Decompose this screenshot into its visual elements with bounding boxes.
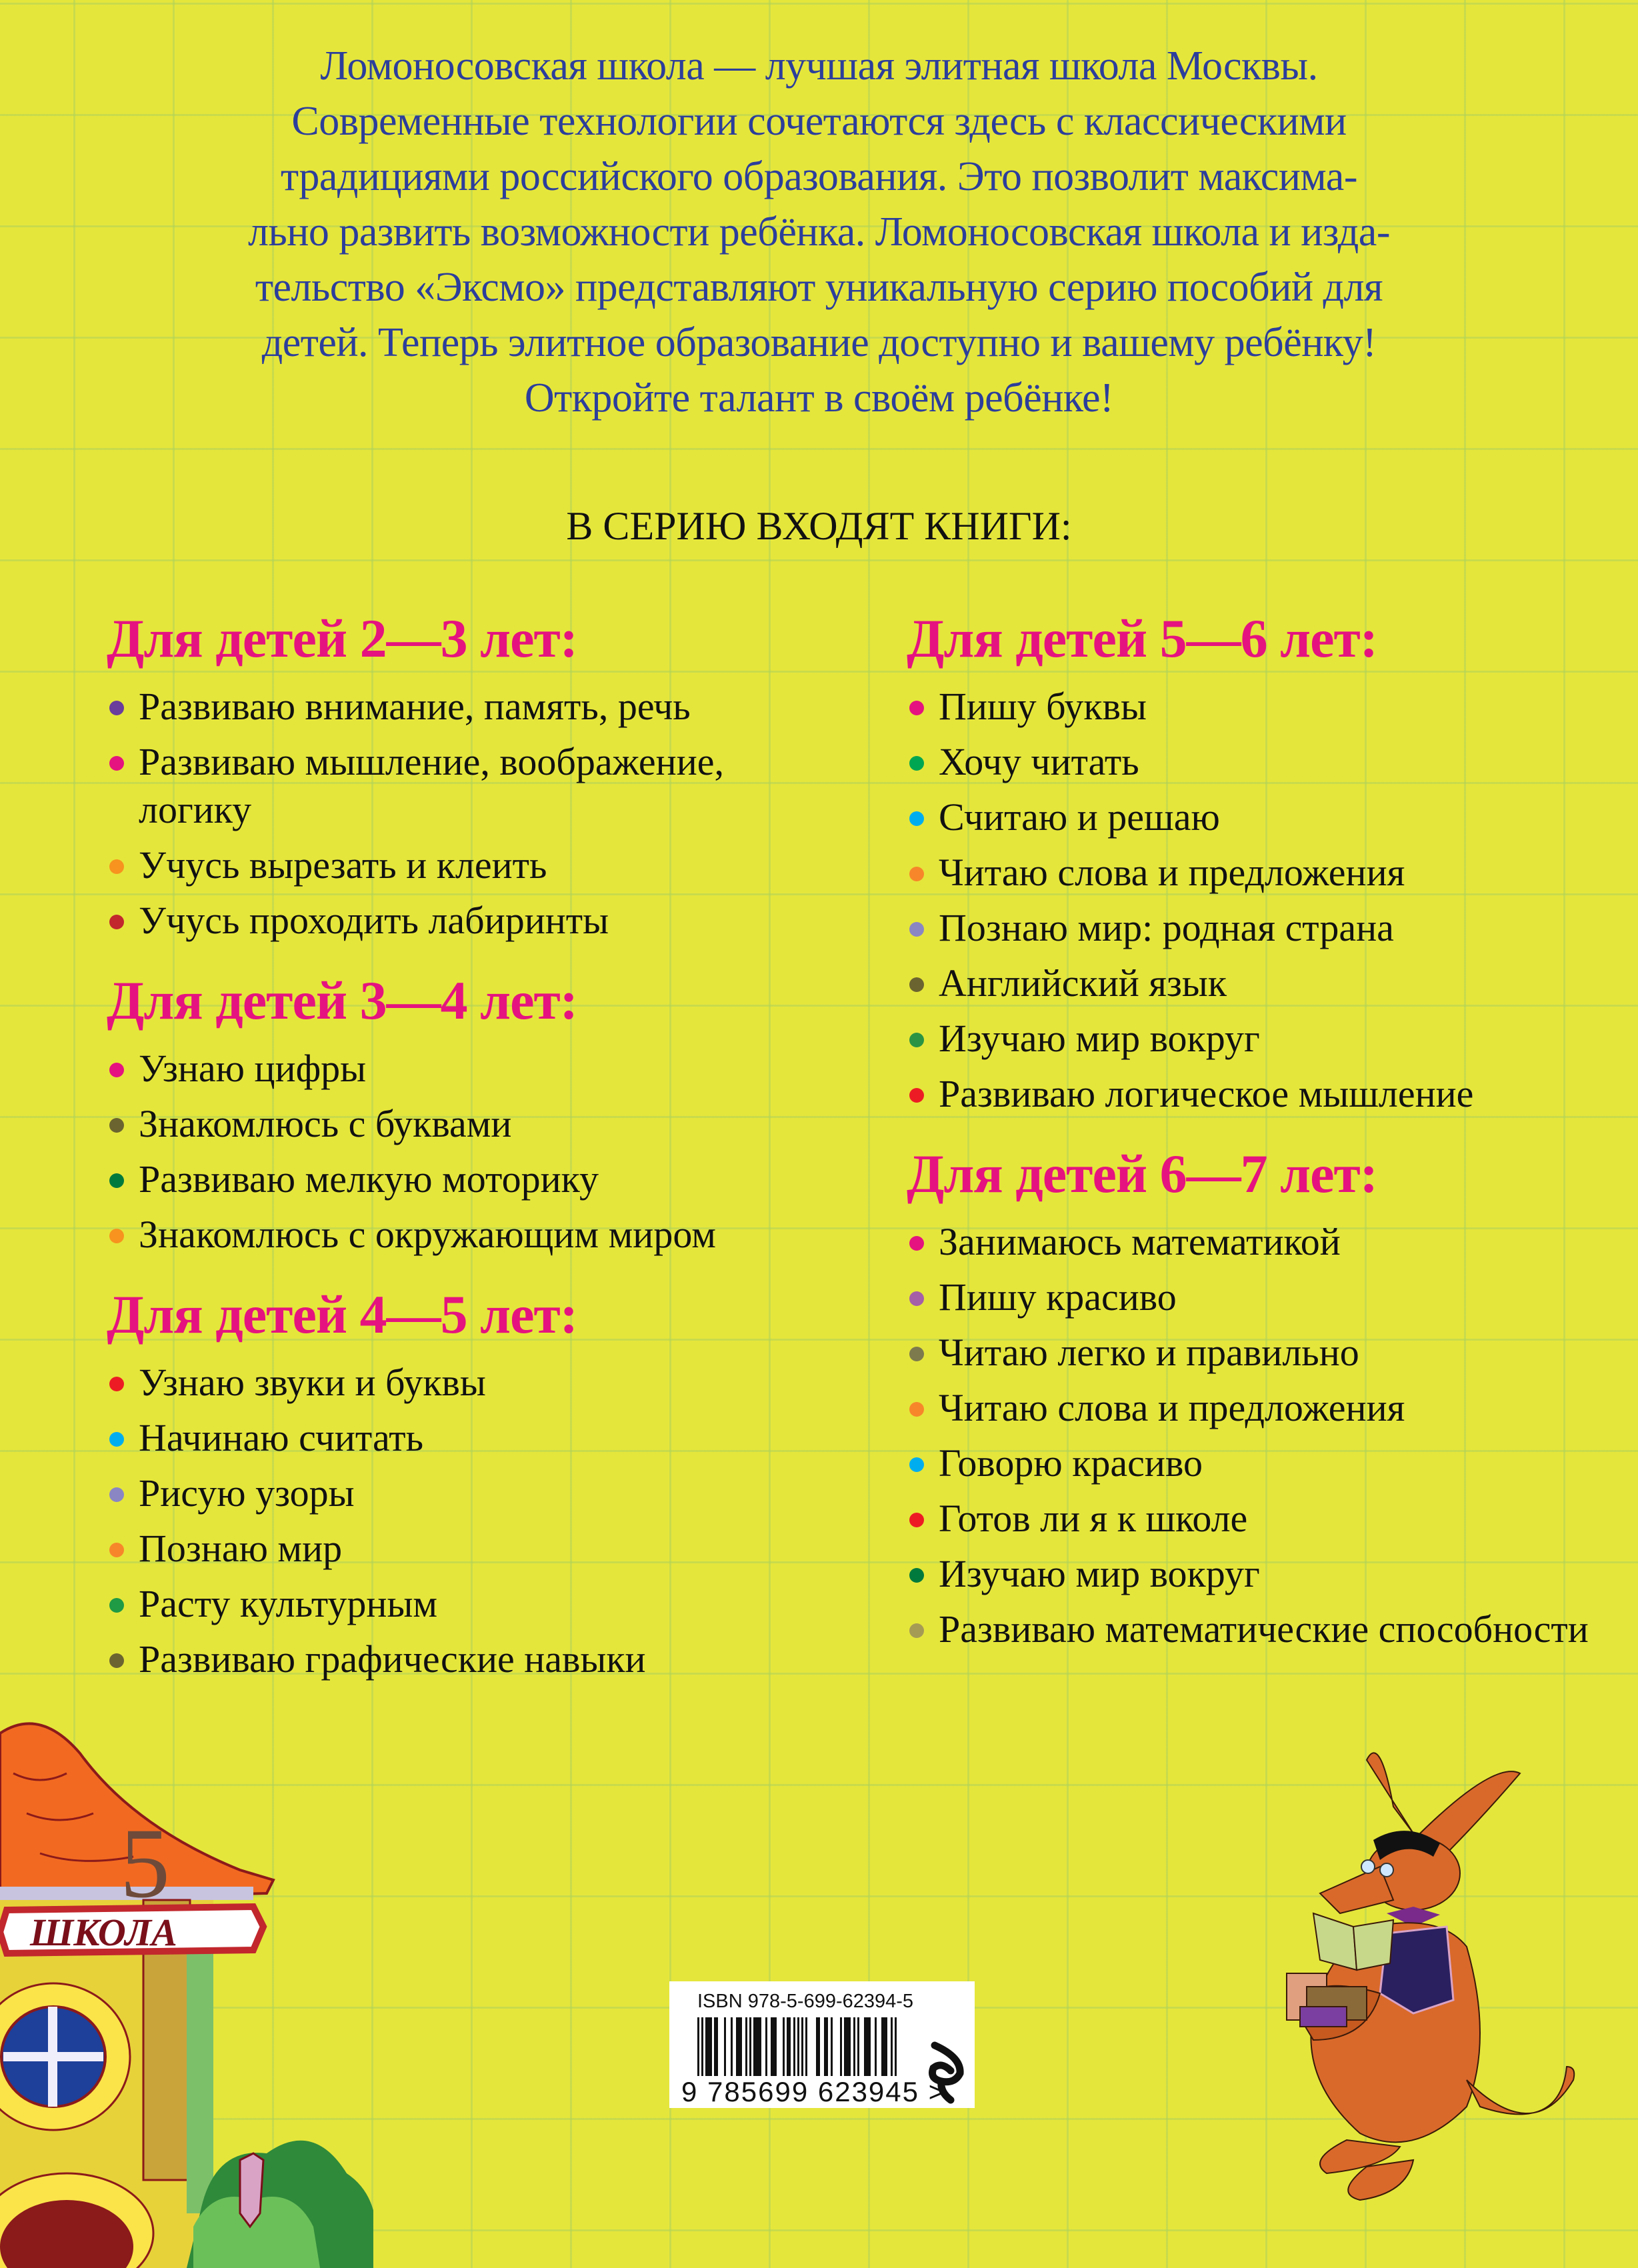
bullet-dot-icon [109, 1598, 124, 1613]
bullet-dot-icon [909, 1291, 924, 1306]
bullet-dot-icon [909, 867, 924, 881]
list-item: Развиваю внимание, память, речь [100, 683, 820, 731]
list-item: Узнаю звуки и буквы [100, 1359, 820, 1407]
list-item: Развиваю математические способности [900, 1605, 1620, 1653]
bullet-dot-icon [909, 1033, 924, 1047]
list-item: Занимаюсь математикой [900, 1218, 1620, 1266]
list-item: Знакомлюсь с буквами [100, 1100, 820, 1148]
book-list [100, 1359, 820, 1683]
intro-line: Ломоносовская школа — лучшая элитная школа Москвы. [320, 43, 1318, 89]
group-2-3 [100, 607, 820, 945]
list-item: Знакомлюсь с окружающим миром [100, 1211, 820, 1259]
list-item: Развиваю мышление, воображение, логику [100, 738, 820, 834]
list-item: Начинаю считать [100, 1414, 820, 1462]
group-title: Для детей 6—7 лет: [907, 1143, 1378, 1204]
isbn-label: ISBN 978-5-699-62394-5 [697, 1991, 914, 2012]
group-title: Для детей 4—5 лет: [107, 1284, 578, 1345]
group-3-4 [100, 969, 820, 1259]
school-sign-text: ШКОЛА [30, 1911, 177, 1954]
barcode-digits: 9 785699 623945 > [679, 2076, 949, 2108]
book-list [100, 1045, 820, 1259]
list-item: Развиваю мелкую моторику [100, 1155, 820, 1203]
list-item: Развиваю логическое мышление [900, 1070, 1620, 1118]
bullet-dot-icon [109, 1063, 124, 1077]
intro-line: льно развить возможности ребёнка. Ломоносовская школа и изда- [248, 209, 1390, 255]
list-item: Считаю и решаю [900, 793, 1620, 841]
list-item: Читаю слова и предложения [900, 1384, 1620, 1432]
bullet-dot-icon [109, 1118, 124, 1133]
list-item: Изучаю мир вокруг [900, 1015, 1620, 1063]
list-item: Читаю легко и правильно [900, 1329, 1620, 1377]
bullet-dot-icon [909, 701, 924, 715]
bullet-dot-icon [109, 859, 124, 874]
group-5-6 [900, 607, 1620, 1118]
list-item: Английский язык [900, 959, 1620, 1007]
book-list [100, 683, 820, 945]
list-item: Читаю слова и предложения [900, 849, 1620, 897]
bullet-dot-icon [109, 915, 124, 929]
group-4-5 [100, 1283, 820, 1683]
bullet-dot-icon [909, 1088, 924, 1103]
bullet-dot-icon [109, 1487, 124, 1502]
list-item: Изучаю мир вокруг [900, 1550, 1620, 1598]
left-column [100, 607, 820, 1707]
kangaroo-illustration [1213, 1733, 1613, 2213]
list-item: Пишу буквы [900, 683, 1620, 731]
bullet-dot-icon [109, 1173, 124, 1188]
book-list [900, 1218, 1620, 1653]
bullet-dot-icon [109, 1377, 124, 1391]
bullet-dot-icon [109, 1543, 124, 1557]
bullet-dot-icon [909, 1402, 924, 1417]
list-item: Познаю мир [100, 1525, 820, 1573]
list-item: Узнаю цифры [100, 1045, 820, 1093]
intro-line: традициями российского образования. Это позволит максима- [281, 154, 1357, 199]
group-6-7 [900, 1142, 1620, 1653]
group-title: Для детей 3—4 лет: [107, 970, 578, 1031]
intro-paragraph [27, 39, 1611, 426]
series-title: В СЕРИЮ ВХОДЯТ КНИГИ: [566, 504, 1072, 548]
bullet-dot-icon [909, 1236, 924, 1251]
bullet-dot-icon [109, 1229, 124, 1243]
bullet-dot-icon [909, 1513, 924, 1527]
bullet-dot-icon [909, 756, 924, 771]
bullet-dot-icon [909, 977, 924, 992]
right-column [900, 607, 1620, 1677]
list-item: Учусь проходить лабиринты [100, 897, 820, 945]
list-item: Познаю мир: родная страна [900, 904, 1620, 952]
bullet-dot-icon [909, 1457, 924, 1472]
list-item: Расту культурным [100, 1580, 820, 1628]
book-list [900, 683, 1620, 1118]
isbn-barcode [669, 1981, 975, 2108]
group-title: Для детей 5—6 лет: [907, 608, 1378, 669]
intro-line: Современные технологии сочетаются здесь с классическими [291, 99, 1347, 144]
school-house-illustration [0, 1693, 373, 2268]
group-title: Для детей 2—3 лет: [107, 608, 578, 669]
bullet-dot-icon [909, 922, 924, 937]
eksmo-logo-icon [921, 2039, 965, 2105]
intro-line: тельство «Эксмо» представляют уникальную серию пособий для [255, 265, 1383, 310]
list-item: Хочу читать [900, 738, 1620, 786]
bullet-dot-icon [109, 1653, 124, 1668]
list-item: Учусь вырезать и клеить [100, 841, 820, 889]
list-item: Готов ли я к школе [900, 1495, 1620, 1543]
bullet-dot-icon [909, 1623, 924, 1638]
intro-line: Откройте талант в своём ребёнке! [524, 375, 1114, 421]
list-item: Говорю красиво [900, 1439, 1620, 1487]
list-item: Развиваю графические навыки [100, 1635, 820, 1683]
intro-line: детей. Теперь элитное образование доступно и вашему ребёнку! [261, 320, 1377, 365]
bullet-dot-icon [109, 701, 124, 715]
bullet-dot-icon [909, 1347, 924, 1361]
bullet-dot-icon [909, 811, 924, 826]
bullet-dot-icon [109, 756, 124, 771]
bullet-dot-icon [109, 1432, 124, 1447]
house-number: 5 [120, 1808, 170, 1919]
list-item: Рисую узоры [100, 1469, 820, 1517]
bullet-dot-icon [909, 1568, 924, 1583]
list-item: Пишу красиво [900, 1273, 1620, 1321]
